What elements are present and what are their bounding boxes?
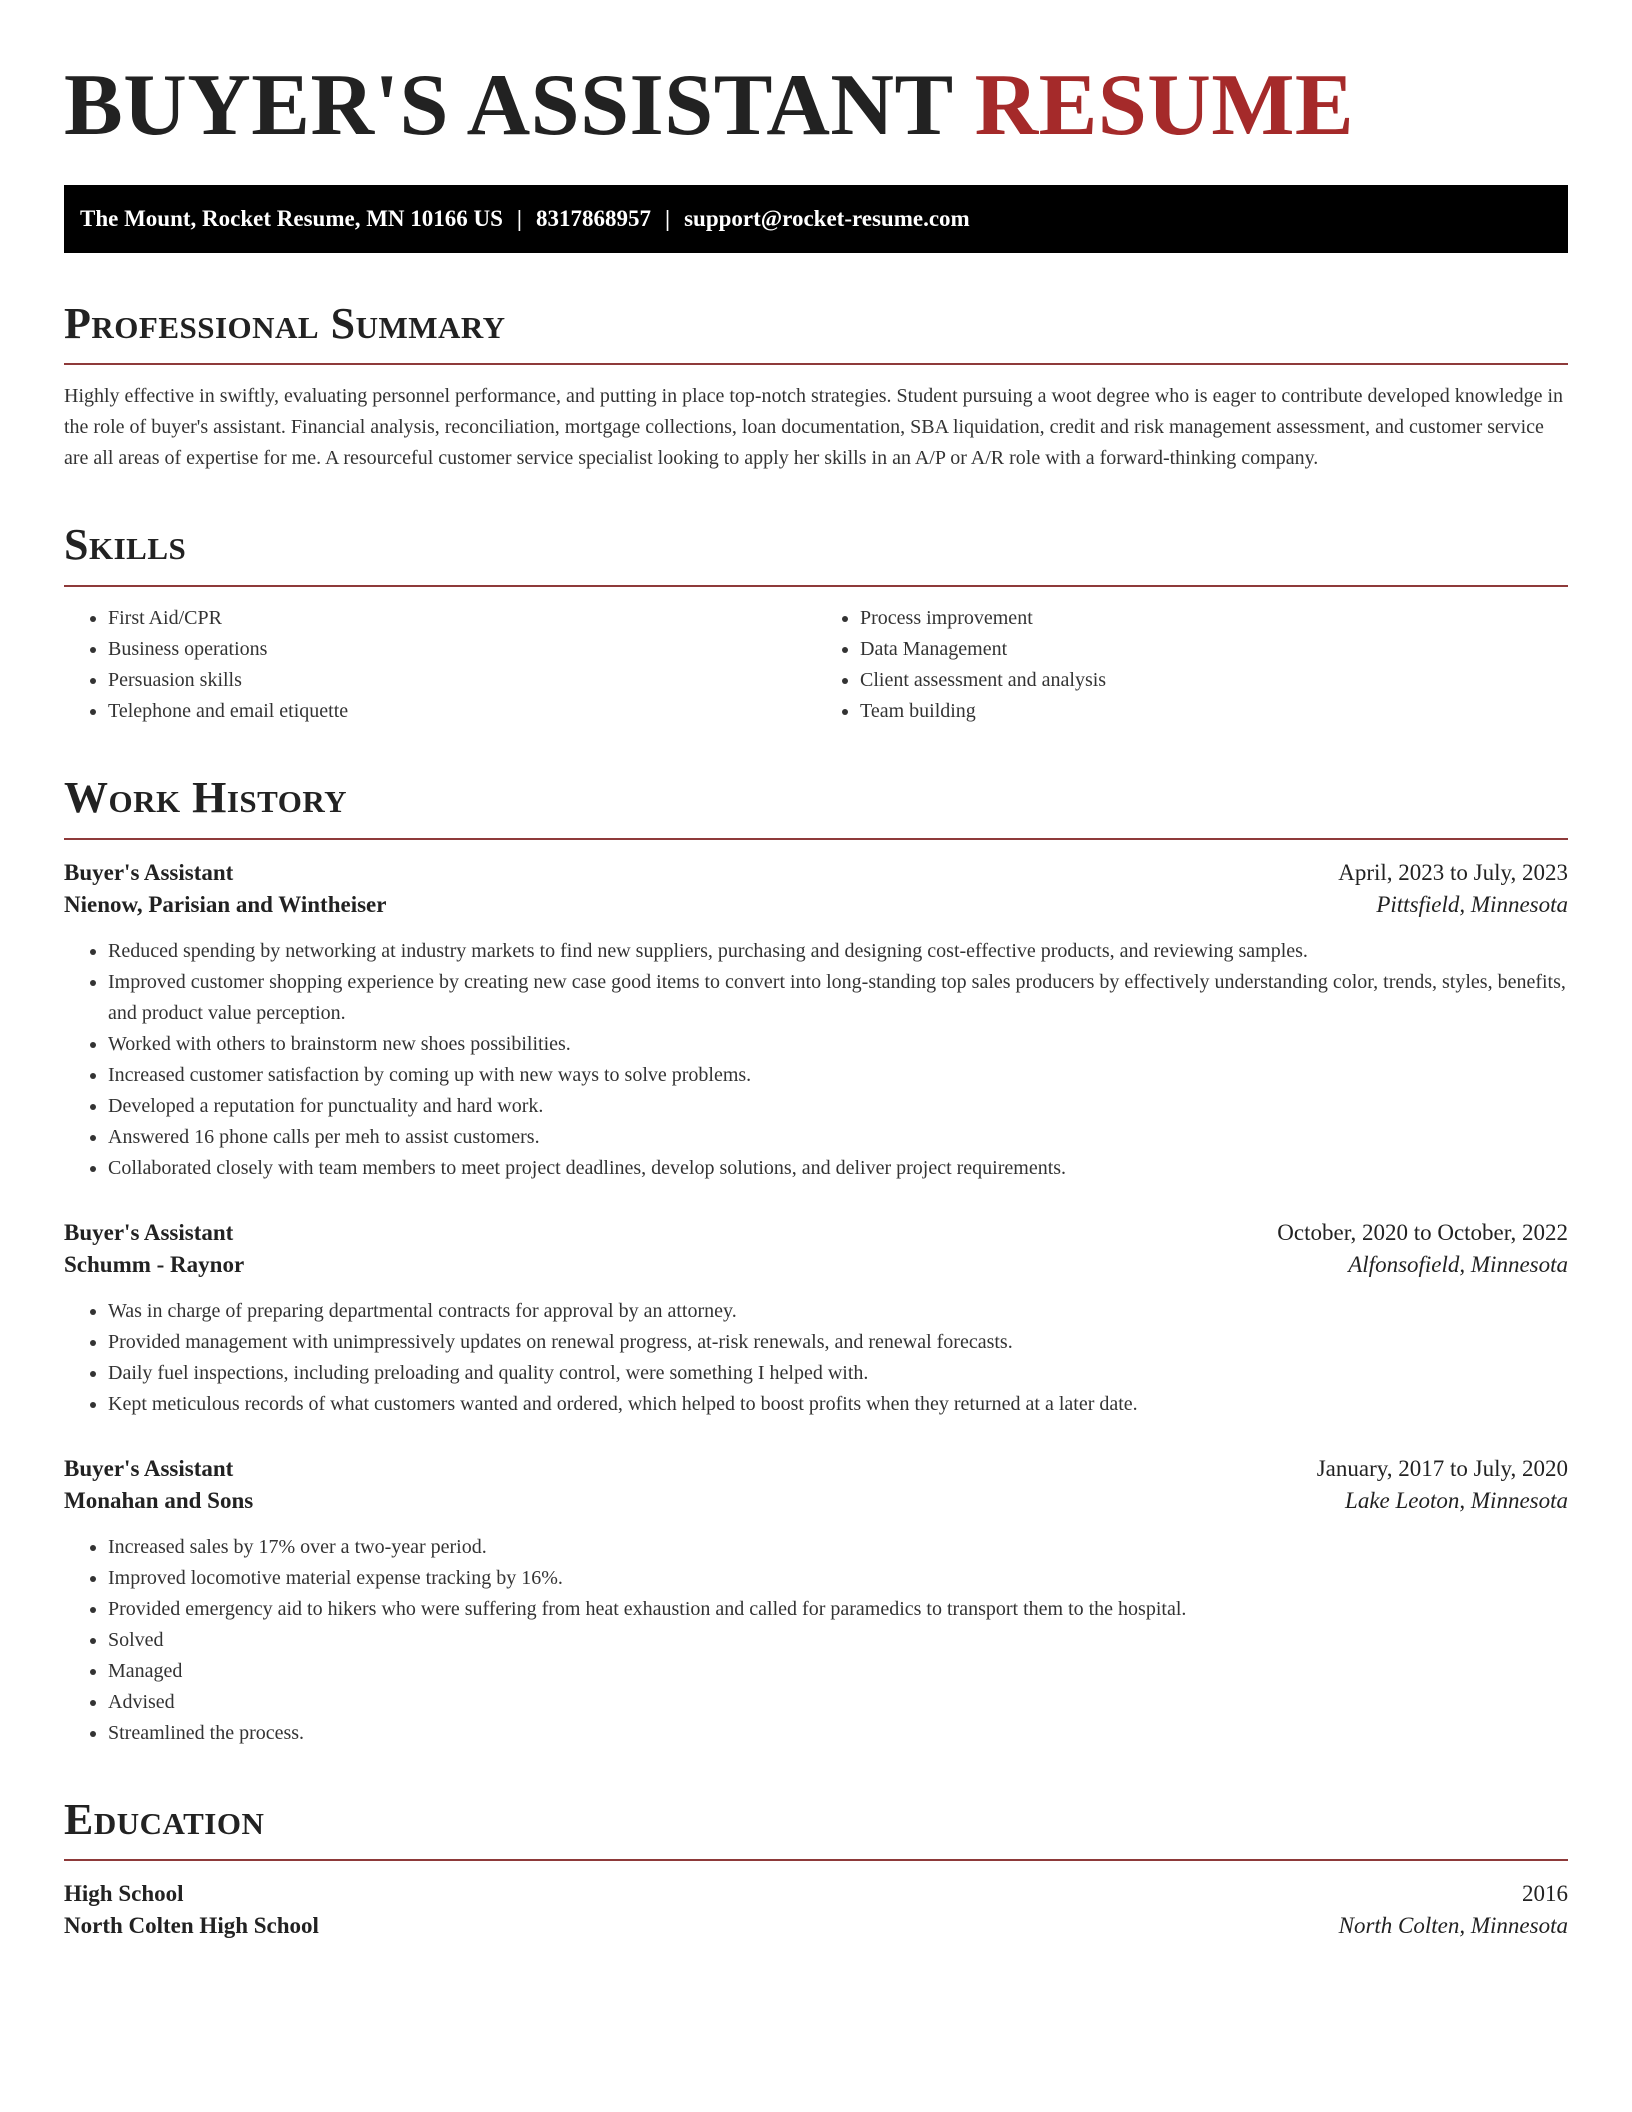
resume-title-main: BUYER'S ASSISTANT: [64, 57, 953, 154]
education-degree: High School: [64, 1881, 184, 1907]
job-company: Schumm - Raynor: [64, 1251, 245, 1277]
job-company: Monahan and Sons: [64, 1487, 254, 1513]
skill-item: • Persuasion skills: [108, 665, 816, 696]
education-school: North Colten High School: [64, 1913, 319, 1939]
job-company: Nienow, Parisian and Wintheiser: [64, 891, 387, 917]
work-history-section: [64, 773, 1568, 1749]
job-bullets: [64, 1532, 1568, 1749]
section-divider: [64, 585, 1568, 587]
contact-email: support@rocket-resume.com: [684, 205, 970, 231]
job-bullet: • Advised: [108, 1687, 1568, 1718]
job-entry: [64, 1456, 1568, 1749]
skills-section: [64, 520, 1568, 727]
education-heading: Education: [64, 1794, 265, 1844]
skill-item: • Telephone and email etiquette: [108, 696, 816, 727]
section-divider: [64, 363, 1568, 365]
job-title: Buyer's Assistant: [64, 1219, 234, 1245]
job-location: Pittsfield, Minnesota: [1376, 891, 1568, 917]
skill-item: • Process improvement: [860, 603, 1568, 634]
skills-heading: Skills: [64, 520, 187, 570]
job-title: Buyer's Assistant: [64, 859, 234, 885]
summary-heading: Professional Summary: [64, 298, 506, 348]
contact-separator: |: [665, 205, 671, 231]
resume-title: [64, 58, 1568, 155]
job-location: Lake Leoton, Minnesota: [1345, 1487, 1568, 1513]
contact-bar: [64, 185, 1568, 253]
job-entry: [64, 1220, 1568, 1420]
skills-column-right: [816, 603, 1568, 727]
job-bullet: • Developed a reputation for punctuality and hard work.: [108, 1091, 1568, 1122]
job-bullet: • Increased sales by 17% over a two-year period.: [108, 1532, 1568, 1563]
job-bullet: • Worked with others to brainstorm new shoes possibilities.: [108, 1029, 1568, 1060]
job-dates: October, 2020 to October, 2022: [1277, 1219, 1568, 1245]
skill-item: • Client assessment and analysis: [860, 665, 1568, 696]
skills-grid: [64, 603, 1568, 727]
skill-item: • Data Management: [860, 634, 1568, 665]
job-bullets: [64, 1296, 1568, 1420]
education-section: [64, 1795, 1568, 1940]
job-dates: April, 2023 to July, 2023: [1338, 859, 1568, 885]
job-bullet: • Answered 16 phone calls per meh to assist customers.: [108, 1122, 1568, 1153]
education-year: 2016: [1522, 1881, 1568, 1907]
contact-separator: |: [516, 205, 522, 231]
job-bullet: • Improved customer shopping experience by creating new case good items to convert into long-standing top sales producers by effectively understanding color, trends, styles, benefits, and product value perception.: [108, 967, 1568, 1029]
skill-item: • First Aid/CPR: [108, 603, 816, 634]
job-bullet: • Provided emergency aid to hikers who were suffering from heat exhaustion and called for paramedics to transport them to the hospital.: [108, 1594, 1568, 1625]
skill-item: • Business operations: [108, 634, 816, 665]
job-bullet: • Reduced spending by networking at industry markets to find new suppliers, purchasing and designing cost-effective products, and reviewing samples.: [108, 936, 1568, 967]
section-divider: [64, 1859, 1568, 1861]
job-entry: [64, 860, 1568, 1184]
job-dates: January, 2017 to July, 2020: [1316, 1455, 1568, 1481]
job-title: Buyer's Assistant: [64, 1455, 234, 1481]
skills-column-left: [64, 603, 816, 727]
job-bullet: • Managed: [108, 1656, 1568, 1687]
job-bullet: • Improved locomotive material expense tracking by 16%.: [108, 1563, 1568, 1594]
summary-text: Highly effective in swiftly, evaluating personnel performance, and putting in place top-notch strategies. Student pursuing a woot degree who is eager to contribute developed knowledge in the role of buyer's assistant. Financial analysis, reconciliation, mortgage collections, loan documentation, SBA liquidation, credit and risk management assessment, and customer service are all areas of expertise for me. A resourceful customer service specialist looking to apply her skills in an A/P or A/R role with a forward-thinking company.: [64, 385, 1564, 470]
job-bullet: • Solved: [108, 1625, 1568, 1656]
summary-section: [64, 299, 1568, 475]
contact-address: The Mount, Rocket Resume, MN 10166 US: [80, 205, 503, 231]
section-divider: [64, 838, 1568, 840]
skill-item: • Team building: [860, 696, 1568, 727]
education-entry: [64, 1881, 1568, 1939]
work-history-heading: Work History: [64, 772, 348, 822]
job-bullet: • Daily fuel inspections, including preloading and quality control, were something I helped with.: [108, 1358, 1568, 1389]
education-location: North Colten, Minnesota: [1338, 1913, 1568, 1939]
job-bullets: [64, 936, 1568, 1184]
resume-title-accent: RESUME: [974, 57, 1355, 154]
job-bullet: • Was in charge of preparing departmental contracts for approval by an attorney.: [108, 1296, 1568, 1327]
job-bullet: • Streamlined the process.: [108, 1718, 1568, 1749]
job-bullet: • Kept meticulous records of what customers wanted and ordered, which helped to boost profits when they returned at a later date.: [108, 1389, 1568, 1420]
job-bullet: • Collaborated closely with team members to meet project deadlines, develop solutions, and deliver project requirements.: [108, 1153, 1568, 1184]
job-location: Alfonsofield, Minnesota: [1348, 1251, 1568, 1277]
contact-phone: 8317868957: [536, 205, 651, 231]
job-bullet: • Provided management with unimpressively updates on renewal progress, at-risk renewals, and renewal forecasts.: [108, 1327, 1568, 1358]
job-bullet: • Increased customer satisfaction by coming up with new ways to solve problems.: [108, 1060, 1568, 1091]
